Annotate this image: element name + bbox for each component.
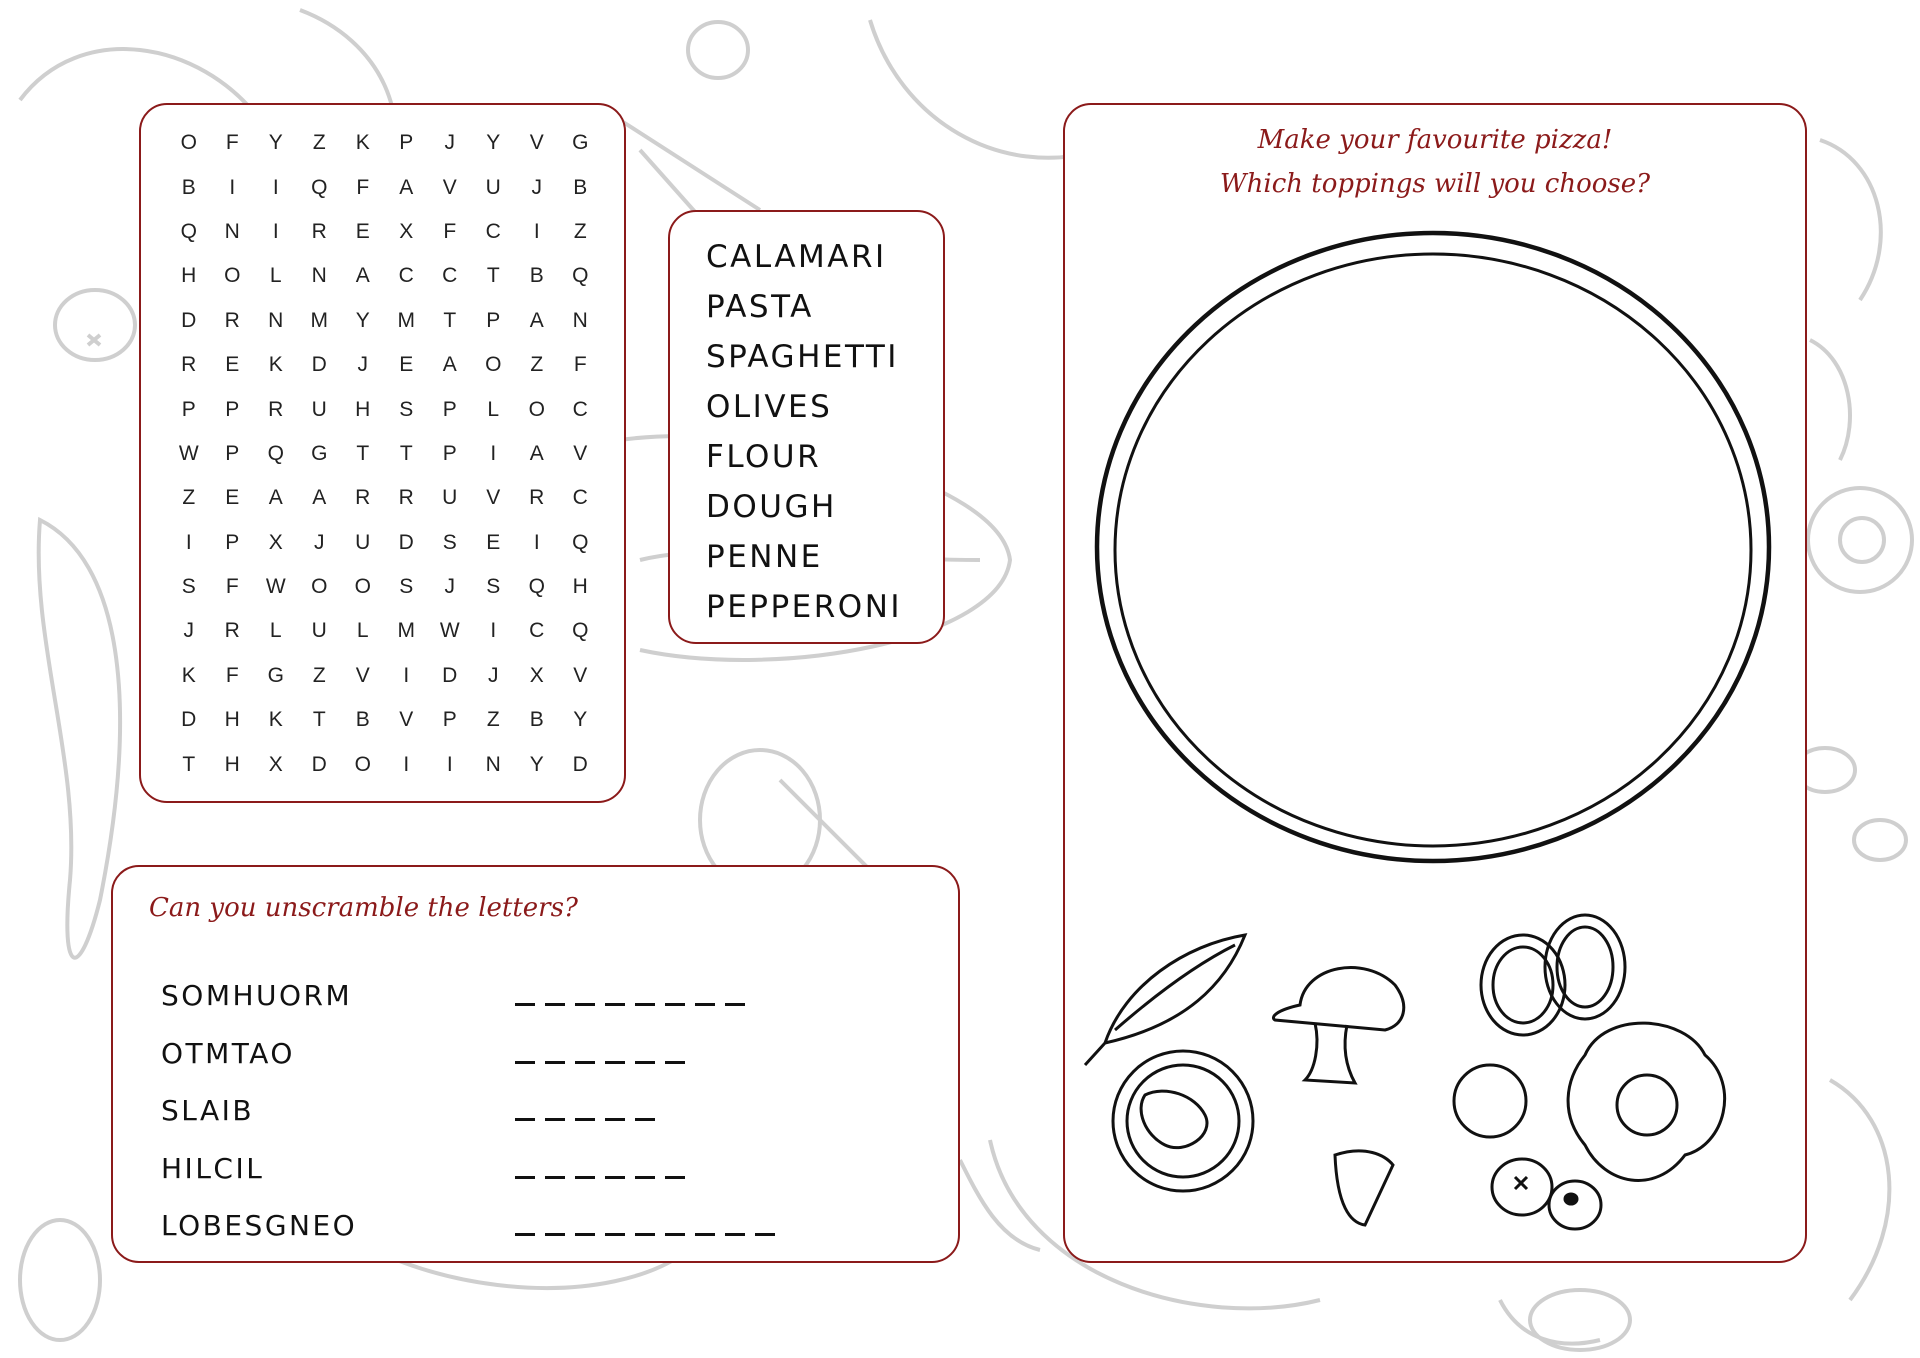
grid-letter: Z xyxy=(530,353,544,377)
word-list-item: SPAGHETTI xyxy=(706,339,899,375)
grid-letter: C xyxy=(572,397,588,421)
grid-letter: S xyxy=(442,530,457,554)
grid-letter: P xyxy=(181,397,196,421)
grid-letter: V xyxy=(442,175,457,199)
answer-blank xyxy=(575,1003,595,1006)
answer-blank xyxy=(605,1003,625,1006)
grid-letter: Z xyxy=(573,219,587,243)
grid-letter: O xyxy=(354,575,371,599)
word-list-item: CALAMARI xyxy=(706,239,887,275)
grid-letter: E xyxy=(225,353,240,377)
grid-letter: R xyxy=(224,308,240,332)
grid-letter: N xyxy=(311,264,327,288)
grid-letter: Y xyxy=(529,752,544,776)
word-list-item: PEPPERONI xyxy=(706,589,903,625)
grid-letter: D xyxy=(181,308,197,332)
grid-letter: I xyxy=(490,441,497,465)
grid-letter: R xyxy=(311,219,327,243)
grid-letter: K xyxy=(268,353,283,377)
grid-letter: T xyxy=(443,308,457,332)
grid-letter: C xyxy=(398,264,414,288)
grid-letter: X xyxy=(529,663,544,687)
grid-letter: M xyxy=(397,619,415,643)
grid-letter: T xyxy=(486,264,500,288)
unscramble-card xyxy=(111,865,960,1263)
pineapple-icon xyxy=(1335,1151,1393,1225)
grid-letter: I xyxy=(446,752,453,776)
answer-blank xyxy=(605,1176,625,1179)
grid-letter: J xyxy=(531,175,542,199)
answer-blank xyxy=(635,1176,655,1179)
answer-blank xyxy=(665,1003,685,1006)
grid-letter: Z xyxy=(182,486,196,510)
grid-letter: I xyxy=(533,219,540,243)
answer-blanks xyxy=(515,1176,685,1179)
grid-letter: M xyxy=(310,308,328,332)
grid-letter: I xyxy=(185,530,192,554)
pizza-title-line1: Make your favourite pizza! xyxy=(1257,125,1613,155)
grid-letter: R xyxy=(268,397,284,421)
grid-letter: C xyxy=(529,619,545,643)
grid-letter: G xyxy=(311,441,328,465)
grid-letter: S xyxy=(399,575,414,599)
answer-blank xyxy=(575,1061,595,1064)
pizza-base-icon xyxy=(1097,233,1769,861)
grid-letter: Q xyxy=(572,619,589,643)
word-list-card xyxy=(668,210,945,644)
grid-letter: A xyxy=(442,353,457,377)
grid-letter: X xyxy=(268,530,283,554)
grid-letter: I xyxy=(490,619,497,643)
answer-blank xyxy=(635,1061,655,1064)
grid-letter: A xyxy=(268,486,283,510)
grid-letter: L xyxy=(356,619,369,643)
grid-letter: Y xyxy=(355,308,370,332)
grid-letter: F xyxy=(443,219,457,243)
grid-letter: O xyxy=(311,575,328,599)
grid-letter: Z xyxy=(312,131,326,155)
grid-letter: B xyxy=(529,708,544,732)
grid-letter: T xyxy=(312,708,326,732)
grid-letter: R xyxy=(224,619,240,643)
grid-letter: E xyxy=(399,353,414,377)
grid-letter: H xyxy=(181,264,197,288)
grid-letter: J xyxy=(314,530,325,554)
answer-blanks xyxy=(515,1003,745,1006)
grid-letter: V xyxy=(355,663,370,687)
grid-letter: F xyxy=(356,175,370,199)
word-list-item: PENNE xyxy=(706,539,823,575)
answer-blanks xyxy=(515,1233,775,1236)
grid-letter: H xyxy=(224,708,240,732)
grid-letter: H xyxy=(355,397,371,421)
grid-letter: J xyxy=(444,575,455,599)
grid-letter: F xyxy=(225,575,239,599)
grid-letter: B xyxy=(181,175,196,199)
word-list xyxy=(706,232,902,632)
answer-blank xyxy=(515,1233,535,1236)
grid-letter: G xyxy=(572,131,589,155)
grid-letter: N xyxy=(572,308,588,332)
grid-letter: Y xyxy=(573,708,588,732)
mushroom-icon xyxy=(1273,968,1403,1083)
answer-blank xyxy=(515,1118,535,1121)
grid-letter: K xyxy=(268,708,283,732)
scrambled-word: OTMTAO xyxy=(161,1036,295,1070)
grid-letter: R xyxy=(398,486,414,510)
grid-letter: X xyxy=(268,752,283,776)
grid-letter: E xyxy=(225,486,240,510)
grid-letter: P xyxy=(486,308,501,332)
grid-letter: Z xyxy=(486,708,500,732)
grid-letter: B xyxy=(355,708,370,732)
grid-letter: D xyxy=(311,353,327,377)
grid-letter: Q xyxy=(180,219,197,243)
pizza-drawing xyxy=(1065,105,1809,1265)
grid-letter: T xyxy=(182,752,196,776)
grid-letter: D xyxy=(442,663,458,687)
grid-letter: O xyxy=(180,131,197,155)
grid-letter: Y xyxy=(486,131,501,155)
grid-letter: U xyxy=(485,175,501,199)
answer-blank xyxy=(695,1233,715,1236)
grid-letter: V xyxy=(399,708,414,732)
grid-letter: D xyxy=(311,752,327,776)
answer-blank xyxy=(635,1003,655,1006)
scrambled-word: HILCIL xyxy=(161,1151,265,1185)
answer-blank xyxy=(515,1003,535,1006)
grid-letter: A xyxy=(529,441,544,465)
grid-letter: H xyxy=(572,575,588,599)
grid-letter: A xyxy=(399,175,414,199)
onion-rings-icon xyxy=(1481,915,1625,1035)
grid-letter: V xyxy=(573,663,588,687)
grid-letter: D xyxy=(181,708,197,732)
grid-letter: O xyxy=(485,353,502,377)
grid-letter: J xyxy=(444,131,455,155)
grid-letter: S xyxy=(399,397,414,421)
answer-blank xyxy=(665,1176,685,1179)
answer-blank xyxy=(605,1118,625,1121)
answer-blanks xyxy=(515,1061,685,1064)
answer-blank xyxy=(515,1061,535,1064)
grid-letter: P xyxy=(225,441,240,465)
grid-letter: P xyxy=(399,131,414,155)
answer-blank xyxy=(665,1233,685,1236)
grid-letter: J xyxy=(488,663,499,687)
grid-letter: C xyxy=(485,219,501,243)
grid-letter: F xyxy=(573,353,587,377)
grid-letter: E xyxy=(355,219,370,243)
answer-blank xyxy=(515,1176,535,1179)
answer-blanks xyxy=(515,1118,655,1121)
grid-letter: R xyxy=(355,486,371,510)
grid-letter: W xyxy=(439,619,460,643)
answer-blank xyxy=(575,1118,595,1121)
grid-letter: U xyxy=(311,397,327,421)
grid-letter: F xyxy=(225,131,239,155)
grid-letter: O xyxy=(224,264,241,288)
grid-letter: O xyxy=(354,752,371,776)
grid-letter: Q xyxy=(267,441,284,465)
grid-letter: P xyxy=(442,441,457,465)
grid-letter: N xyxy=(485,752,501,776)
grid-letter: O xyxy=(528,397,545,421)
grid-letter: V xyxy=(486,486,501,510)
grid-letter: J xyxy=(183,619,194,643)
basil-leaf-icon xyxy=(1085,935,1245,1065)
grid-letter: K xyxy=(181,663,196,687)
answer-blank xyxy=(695,1003,715,1006)
answer-blank xyxy=(635,1118,655,1121)
grid-letter: U xyxy=(442,486,458,510)
grid-letter: A xyxy=(312,486,327,510)
grid-letter: Q xyxy=(572,264,589,288)
grid-letter: D xyxy=(398,530,414,554)
scrambled-word: SOMHUORM xyxy=(161,979,353,1012)
grid-letter: T xyxy=(399,441,413,465)
pepperoni-icon xyxy=(1454,1065,1526,1137)
grid-letter: Q xyxy=(528,575,545,599)
grid-letter: Z xyxy=(312,663,326,687)
grid-letter: X xyxy=(399,219,414,243)
grid-letter: Q xyxy=(311,175,328,199)
word-list-item: PASTA xyxy=(706,289,814,325)
word-search-grid xyxy=(167,121,602,787)
grid-letter: B xyxy=(529,264,544,288)
scrambled-word: LOBESGNEO xyxy=(161,1209,358,1242)
grid-letter: T xyxy=(356,441,370,465)
grid-letter: A xyxy=(529,308,544,332)
grid-letter: R xyxy=(181,353,197,377)
grid-letter: I xyxy=(533,530,540,554)
answer-blank xyxy=(545,1061,565,1064)
grid-letter: C xyxy=(572,486,588,510)
grid-letter: W xyxy=(265,575,286,599)
grid-letter: D xyxy=(572,752,588,776)
answer-blank xyxy=(755,1233,775,1236)
grid-letter: N xyxy=(268,308,284,332)
answer-blank xyxy=(725,1003,745,1006)
grid-letter: M xyxy=(397,308,415,332)
unscramble-title: Can you unscramble the letters? xyxy=(149,893,578,923)
grid-letter: P xyxy=(225,397,240,421)
tomato-slice-icon xyxy=(1113,1051,1253,1191)
answer-blank xyxy=(545,1118,565,1121)
grid-letter: K xyxy=(355,131,370,155)
grid-letter: B xyxy=(573,175,588,199)
grid-letter: U xyxy=(311,619,327,643)
answer-blank xyxy=(575,1233,595,1236)
grid-letter: Y xyxy=(268,131,283,155)
answer-blank xyxy=(545,1176,565,1179)
olives-icon xyxy=(1492,1159,1601,1229)
grid-letter: V xyxy=(529,131,544,155)
answer-blank xyxy=(665,1061,685,1064)
grid-letter: I xyxy=(229,175,236,199)
word-search-card xyxy=(139,103,626,803)
grid-letter: R xyxy=(529,486,545,510)
grid-letter: F xyxy=(225,663,239,687)
grid-letter: I xyxy=(403,752,410,776)
grid-letter: J xyxy=(357,353,368,377)
grid-letter: S xyxy=(486,575,501,599)
grid-letter: H xyxy=(224,752,240,776)
pizza-card xyxy=(1063,103,1807,1263)
grid-letter: P xyxy=(225,530,240,554)
grid-letter: W xyxy=(178,441,199,465)
grid-letter: G xyxy=(267,663,284,687)
grid-letter: P xyxy=(442,397,457,421)
word-list-item: FLOUR xyxy=(706,439,822,475)
answer-blank xyxy=(605,1061,625,1064)
answer-blank xyxy=(725,1233,745,1236)
grid-letter: I xyxy=(403,663,410,687)
grid-letter: I xyxy=(272,219,279,243)
grid-letter: S xyxy=(181,575,196,599)
grid-letter: N xyxy=(224,219,240,243)
grid-letter: C xyxy=(442,264,458,288)
grid-letter: U xyxy=(355,530,371,554)
answer-blank xyxy=(605,1233,625,1236)
grid-letter: P xyxy=(442,708,457,732)
word-list-item: OLIVES xyxy=(706,389,833,425)
grid-letter: L xyxy=(269,619,282,643)
fried-egg-icon xyxy=(1568,1023,1725,1180)
grid-letter: A xyxy=(355,264,370,288)
grid-letter: E xyxy=(486,530,501,554)
grid-letter: L xyxy=(269,264,282,288)
answer-blank xyxy=(545,1233,565,1236)
word-list-item: DOUGH xyxy=(706,489,837,525)
grid-letter: Q xyxy=(572,530,589,554)
answer-blank xyxy=(575,1176,595,1179)
pizza-title-line2: Which toppings will you choose? xyxy=(1219,169,1651,199)
scrambled-word: SLAIB xyxy=(161,1094,255,1127)
answer-blank xyxy=(635,1233,655,1236)
grid-letter: I xyxy=(272,175,279,199)
grid-letter: L xyxy=(487,397,500,421)
grid-letter: V xyxy=(573,441,588,465)
answer-blank xyxy=(545,1003,565,1006)
